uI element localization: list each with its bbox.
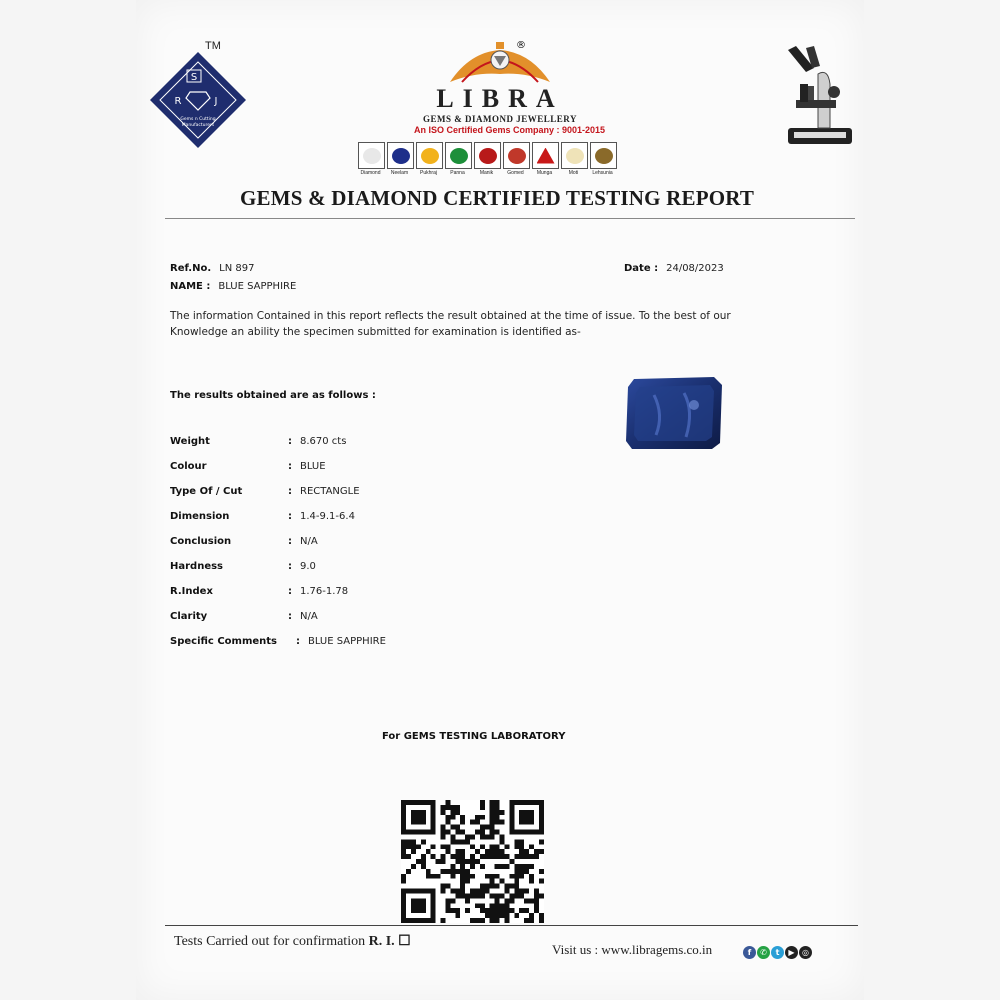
gem-manik — [474, 142, 499, 176]
result-label: R.Index — [170, 586, 213, 597]
svg-text:J: J — [214, 96, 218, 107]
whatsapp-icon[interactable]: ✆ — [757, 946, 770, 959]
registered-mark: ® — [516, 40, 526, 51]
gem-label: Diamond — [360, 170, 381, 176]
divider-top — [165, 218, 855, 219]
name-row — [170, 276, 296, 294]
intro-paragraph — [170, 308, 760, 340]
result-colon: : — [288, 536, 292, 547]
result-colon: : — [288, 511, 292, 522]
trademark-mark: TM — [205, 40, 221, 52]
gem-lehsunia — [590, 142, 615, 176]
result-label: Hardness — [170, 561, 224, 572]
gem-swatch-icon — [590, 142, 617, 169]
gem-label: Moti — [568, 170, 579, 176]
facebook-icon[interactable]: f — [743, 946, 756, 959]
gem-swatch-icon — [358, 142, 385, 169]
date-label: Date : — [624, 263, 659, 274]
microscope-icon — [778, 44, 856, 148]
result-colon: : — [288, 586, 292, 597]
result-value: 9.0 — [300, 561, 316, 572]
social-icons — [743, 946, 812, 959]
intro-line-2: Knowledge an ability the specimen submitted for examination is identified as- — [170, 326, 581, 338]
srj-logo — [150, 52, 246, 148]
tests-footer — [174, 933, 411, 950]
instagram-icon[interactable]: ◎ — [799, 946, 812, 959]
gem-swatch-icon — [387, 142, 414, 169]
result-label: Dimension — [170, 511, 230, 522]
result-colon: : — [288, 461, 292, 472]
result-value: 8.670 cts — [300, 436, 347, 447]
result-colon: : — [296, 636, 300, 647]
gem-panna — [445, 142, 470, 176]
svg-text:Gems n Cutting: Gems n Cutting — [180, 117, 216, 122]
gem-swatch-icon — [416, 142, 443, 169]
date-value: 24/08/2023 — [666, 263, 724, 274]
gem-swatch-icon — [445, 142, 472, 169]
result-label: Type Of / Cut — [170, 486, 243, 497]
gem-swatch-icon — [503, 142, 530, 169]
result-colon: : — [288, 611, 292, 622]
result-label: Clarity — [170, 611, 208, 622]
result-value: RECTANGLE — [300, 486, 360, 497]
gem-label: Neelam — [390, 170, 409, 176]
gem-label: Lehsunia — [592, 170, 613, 176]
libra-emblem-icon — [440, 42, 560, 88]
svg-text:R: R — [174, 96, 182, 107]
report-title: GEMS & DIAMOND CERTIFIED TESTING REPORT — [240, 186, 755, 210]
result-value: N/A — [300, 536, 318, 547]
gem-neelam — [387, 142, 412, 176]
ref-row — [170, 258, 254, 276]
svg-text:Manufacturers: Manufacturers — [181, 123, 215, 128]
svg-text:S: S — [190, 72, 198, 83]
result-label: Conclusion — [170, 536, 232, 547]
gem-diamond — [358, 142, 383, 176]
brand-subtitle: GEMS & DIAMOND JEWELLERY — [423, 114, 577, 124]
iso-certification: An ISO Certified Gems Company : 9001-2015 — [414, 125, 606, 135]
lab-signature-caption: For GEMS TESTING LABORATORY — [382, 731, 566, 742]
gem-swatch-icon — [532, 142, 559, 169]
website-link[interactable]: Visit us : www.libragems.co.in — [552, 942, 713, 957]
result-value: 1.76-1.78 — [300, 586, 349, 597]
name-label: NAME : — [170, 281, 211, 292]
result-value: 1.4-9.1-6.4 — [300, 511, 355, 522]
intro-line-1: The information Contained in this report reflects the result obtained at the time of issue. To the best of our — [170, 310, 731, 322]
gem-swatch-icon — [474, 142, 501, 169]
result-label: Specific Comments — [170, 636, 278, 647]
qr-code — [400, 800, 545, 923]
result-label: Weight — [170, 436, 210, 447]
result-colon: : — [288, 486, 292, 497]
gem-munga — [532, 142, 557, 176]
result-label: Colour — [170, 461, 207, 472]
ref-value: LN 897 — [219, 263, 255, 274]
gem-label: Munga — [536, 170, 553, 176]
gem-strip — [358, 142, 615, 176]
name-value: BLUE SAPPHIRE — [218, 281, 297, 292]
youtube-icon[interactable]: ▶ — [785, 946, 798, 959]
result-colon: : — [288, 561, 292, 572]
divider-bottom — [165, 925, 858, 926]
brand-name: LIBRA — [436, 84, 564, 113]
gem-label: Pukhraj — [420, 170, 437, 176]
tests-mark: R. I. ☐ — [368, 934, 411, 949]
result-value: BLUE — [300, 461, 326, 472]
gem-moti — [561, 142, 586, 176]
result-colon: : — [288, 436, 292, 447]
result-value: BLUE SAPPHIRE — [308, 636, 386, 647]
date-row — [624, 258, 724, 276]
gemstone-photo — [624, 375, 724, 451]
gem-label: Panna — [450, 170, 465, 176]
gem-label: Gomed — [507, 170, 524, 176]
ref-label: Ref.No. — [170, 263, 212, 274]
gem-gomed — [503, 142, 528, 176]
twitter-icon[interactable]: t — [771, 946, 784, 959]
result-value: N/A — [300, 611, 318, 622]
results-heading: The results obtained are as follows : — [170, 390, 376, 401]
gem-label: Manik — [479, 170, 494, 176]
gem-pukhraj — [416, 142, 441, 176]
gem-swatch-icon — [561, 142, 588, 169]
tests-text: Tests Carried out for confirmation — [174, 934, 366, 949]
